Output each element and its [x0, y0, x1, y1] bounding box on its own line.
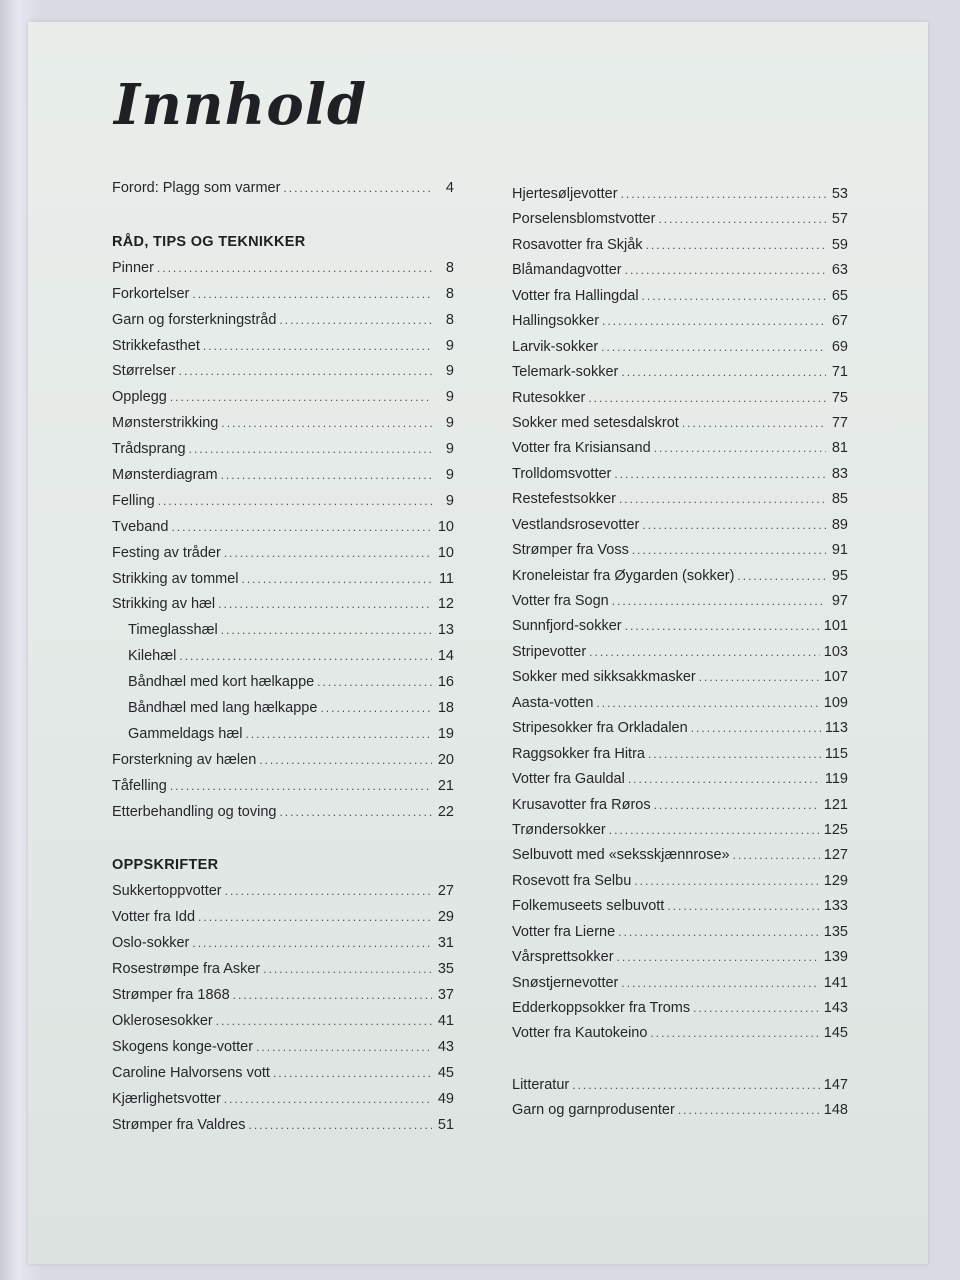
toc-entry-label: Selbuvott med «seksskjænnrose» [512, 847, 730, 864]
toc-entry-label: Aasta-votten [512, 694, 594, 711]
toc-entry-page: 37 [437, 987, 454, 1004]
leader-dots [233, 988, 432, 1002]
leader-dots [625, 619, 820, 633]
toc-entry [112, 545, 454, 571]
toc-entry [512, 542, 848, 567]
leader-dots [263, 962, 432, 976]
leader-dots [628, 772, 821, 786]
toc-entry [112, 1117, 454, 1143]
toc-entry [112, 1091, 454, 1117]
toc-entry-label: Votter fra Kautokeino [512, 1025, 648, 1042]
leader-dots [682, 416, 826, 430]
section-heading-techniques: RÅD, TIPS OG TEKNIKKER [112, 233, 306, 250]
toc-entry-label: Oslo-sokker [112, 935, 190, 952]
toc-entry [512, 720, 848, 745]
toc-entry-page: 19 [437, 725, 454, 742]
toc-entry-page: 10 [437, 544, 454, 561]
toc-entry-page: 21 [437, 777, 454, 794]
toc-entry [112, 752, 454, 778]
leader-dots [654, 798, 820, 812]
toc-entry-label: Etterbehandling og toving [112, 803, 277, 820]
toc-entry-label: Stripesokker fra Orkladalen [512, 720, 688, 737]
leader-dots [658, 212, 826, 226]
toc-entry-page: 147 [823, 1076, 848, 1093]
toc-entry-page: 8 [445, 259, 454, 276]
toc-entry [512, 415, 848, 440]
toc-entry-label: Porselensblomstvotter [512, 211, 656, 228]
leader-dots [179, 364, 432, 378]
leader-dots [618, 925, 820, 939]
toc-entry-label: Votter fra Krisiansand [512, 440, 651, 457]
toc-entry-label: Tveband [112, 518, 169, 535]
leader-dots [667, 899, 819, 913]
toc-entry [112, 726, 454, 752]
leader-dots [693, 1001, 820, 1015]
leader-dots [170, 779, 432, 793]
toc-entry [512, 797, 848, 822]
toc-entry-page: 9 [445, 337, 454, 354]
toc-entry-page: 41 [437, 1012, 454, 1029]
toc-entry-page: 129 [823, 872, 848, 889]
toc-entry [112, 493, 454, 519]
toc-entry-label: Votter fra Idd [112, 909, 196, 926]
toc-entry [512, 517, 848, 542]
toc-entry [112, 1039, 454, 1065]
leader-dots [259, 753, 432, 767]
toc-entry [112, 1065, 454, 1091]
toc-entry-page: 91 [831, 542, 848, 559]
toc-entry-label: Mønsterstrikking [112, 415, 219, 432]
toc-entry [112, 596, 454, 622]
leader-dots [192, 287, 432, 301]
toc-entry-label: Festing av tråder [112, 544, 221, 561]
toc-entry-page: 95 [831, 567, 848, 584]
toc-entry-page: 20 [437, 751, 454, 768]
toc-entry-label: Timeglasshæl [128, 622, 218, 639]
toc-entry-page: 11 [438, 570, 454, 587]
toc-entry-label: Litteratur [512, 1076, 570, 1093]
leader-dots [279, 805, 432, 819]
leader-dots [245, 727, 432, 741]
toc-entry [112, 778, 454, 804]
section-heading-recipes: OPPSKRIFTER [112, 857, 219, 874]
toc-entry-label: Strikkefasthet [112, 337, 200, 354]
toc-entry-foreword [112, 180, 454, 206]
toc-entry [112, 389, 454, 415]
toc-entry-page: 139 [823, 949, 848, 966]
toc-entry-page: 29 [437, 909, 454, 926]
toc-entry-page: 63 [831, 262, 848, 279]
leader-dots [224, 546, 432, 560]
toc-entry-label: Vestlandsrosevotter [512, 516, 640, 533]
toc-entry-label: Tåfelling [112, 777, 167, 794]
toc-entry [512, 186, 848, 211]
toc-entry-label: Størrelser [112, 363, 176, 380]
leader-dots [737, 569, 826, 583]
toc-entry-label: Strømper fra Valdres [112, 1116, 246, 1133]
toc-entry [512, 924, 848, 949]
toc-list-techniques [112, 260, 454, 830]
toc-entry [512, 1102, 848, 1127]
toc-entry [512, 644, 848, 669]
toc-entry-page: 16 [437, 674, 454, 691]
toc-entry-label: Garn og garnprodusenter [512, 1102, 675, 1119]
leader-dots [601, 340, 826, 354]
leader-dots [157, 261, 432, 275]
toc-entry-label: Forord: Plagg som varmer [112, 180, 281, 196]
toc-entry [512, 618, 848, 643]
toc-entry-page: 53 [831, 186, 848, 202]
toc-entry [512, 262, 848, 287]
toc-entry [512, 1077, 848, 1102]
toc-entry-page: 109 [823, 694, 848, 711]
leader-dots [273, 1066, 432, 1080]
leader-dots [621, 976, 819, 990]
toc-entry-label: Vårsprettsokker [512, 949, 614, 966]
toc-entry-page: 8 [445, 285, 454, 302]
toc-entry-label: Strømper fra 1868 [112, 987, 230, 1004]
toc-entry-page: 59 [831, 236, 848, 253]
leader-dots [614, 467, 826, 481]
toc-entry [512, 466, 848, 491]
toc-entry [512, 364, 848, 389]
toc-entry-page: 135 [823, 923, 848, 940]
toc-entry-label: Forsterkning av hælen [112, 751, 257, 768]
toc-left-column [112, 180, 454, 1142]
toc-entry-page: 10 [437, 518, 454, 535]
toc-entry-page: 107 [823, 669, 848, 686]
leader-dots [170, 390, 432, 404]
toc-entry-page: 22 [437, 803, 454, 820]
toc-entry-page: 103 [823, 643, 848, 660]
toc-entry-label: Votter fra Hallingdal [512, 287, 639, 304]
toc-entry-label: Strikking av tommel [112, 570, 239, 587]
page-title: Innhold [114, 72, 368, 138]
toc-entry-page: 125 [823, 821, 848, 838]
toc-entry [512, 491, 848, 516]
toc-entry-label: Hallingsokker [512, 313, 600, 330]
toc-entry-page: 121 [823, 796, 848, 813]
toc-entry-page: 89 [831, 516, 848, 533]
toc-entry [112, 622, 454, 648]
toc-entry-label: Kroneleistar fra Øygarden (sokker) [512, 567, 735, 584]
toc-entry-page: 133 [823, 898, 848, 915]
toc-entry-page: 148 [823, 1102, 848, 1119]
leader-dots [216, 1014, 432, 1028]
leader-dots [634, 874, 820, 888]
toc-entry-label: Votter fra Sogn [512, 593, 609, 609]
toc-entry [112, 312, 454, 338]
toc-entry-label: Folkemuseets selbuvott [512, 898, 665, 915]
toc-entry [512, 568, 848, 593]
toc-entry [512, 822, 848, 847]
toc-entry [512, 1000, 848, 1025]
toc-entry-label: Rosavotter fra Skjåk [512, 236, 643, 253]
leader-dots [646, 238, 826, 252]
leader-dots [256, 1040, 432, 1054]
leader-dots [691, 721, 821, 735]
toc-entry-page: 75 [831, 389, 848, 406]
leader-dots [242, 572, 432, 586]
toc-entry-label: Kjærlighetsvotter [112, 1090, 221, 1107]
toc-entry-label: Kilehæl [128, 648, 177, 665]
toc-entry-page: 57 [831, 211, 848, 228]
toc-entry-page: 119 [824, 771, 848, 788]
toc-entry [512, 746, 848, 771]
toc-entry [112, 935, 454, 961]
toc-entry [112, 363, 454, 389]
toc-entry-label: Garn og forsterkningstråd [112, 311, 277, 328]
leader-dots [189, 442, 432, 456]
toc-entry-page: 113 [824, 720, 848, 737]
toc-entry-page: 9 [445, 492, 454, 509]
leader-dots [221, 416, 432, 430]
toc-entry-page: 69 [831, 338, 848, 355]
leader-dots [642, 289, 826, 303]
toc-entry-page: 13 [437, 622, 454, 639]
toc-entry [112, 700, 454, 726]
toc-entry [512, 669, 848, 694]
toc-entry-page: 9 [445, 363, 454, 380]
leader-dots [625, 263, 826, 277]
toc-entry-page: 97 [831, 593, 848, 609]
toc-entry-label: Votter fra Gauldal [512, 771, 625, 788]
toc-entry [112, 467, 454, 493]
toc-entry [512, 237, 848, 262]
leader-dots [632, 543, 826, 557]
leader-dots [612, 594, 826, 608]
leader-dots [224, 1092, 432, 1106]
toc-entry [112, 909, 454, 935]
toc-entry-page: 31 [437, 935, 454, 952]
toc-entry-label: Oklerosesokker [112, 1012, 213, 1029]
leader-dots [158, 494, 432, 508]
toc-entry-label: Trådsprang [112, 441, 186, 458]
toc-entry-page: 85 [831, 491, 848, 508]
spacer [112, 829, 454, 855]
toc-entry-label: Skogens konge-votter [112, 1038, 254, 1055]
toc-entry-label: Strømper fra Voss [512, 542, 629, 559]
leader-dots [221, 623, 432, 637]
toc-list-back-matter [512, 1077, 848, 1128]
toc-entry-label: Gammeldags hæl [128, 725, 243, 742]
toc-entry-page: 51 [437, 1116, 454, 1133]
leader-dots [192, 936, 432, 950]
leader-dots [596, 696, 819, 710]
leader-dots [609, 823, 820, 837]
toc-entry-label: Trøndersokker [512, 821, 606, 838]
toc-entry-label: Rosevott fra Selbu [512, 872, 632, 889]
toc-entry [512, 873, 848, 898]
toc-entry-page: 127 [823, 847, 848, 864]
toc-entry [112, 1013, 454, 1039]
toc-entry-page: 143 [823, 1000, 848, 1016]
toc-entry [512, 695, 848, 720]
leader-dots [617, 950, 820, 964]
leader-dots [249, 1118, 433, 1132]
leader-dots [733, 848, 820, 862]
toc-entry-label: Sokker med sikksakkmasker [512, 669, 696, 686]
leader-dots [279, 313, 432, 327]
leader-dots [572, 1078, 820, 1092]
leader-dots [642, 518, 826, 532]
toc-entry [112, 883, 454, 909]
toc-list-recipes [112, 883, 454, 1142]
toc-entry-page: 77 [831, 414, 848, 431]
toc-entry-label: Forkortelser [112, 285, 190, 302]
toc-entry-page: 141 [823, 974, 848, 991]
toc-entry-label: Edderkoppsokker fra Troms [512, 1000, 691, 1016]
toc-entry-page: 101 [823, 618, 848, 635]
toc-entry [512, 847, 848, 872]
toc-entry-page: 9 [445, 467, 454, 484]
leader-dots [678, 1103, 820, 1117]
toc-entry [112, 804, 454, 830]
toc-entry [512, 211, 848, 236]
toc-entry-label: Strikking av hæl [112, 596, 216, 613]
leader-dots [621, 365, 826, 379]
toc-entry [512, 771, 848, 796]
toc-entry-label: Stripevotter [512, 643, 587, 660]
toc-entry [512, 593, 848, 618]
toc-entry-label: Felling [112, 492, 155, 509]
toc-entry [112, 961, 454, 987]
leader-dots [699, 670, 820, 684]
toc-entry [512, 339, 848, 364]
toc-entry [112, 674, 454, 700]
toc-entry-page: 65 [831, 287, 848, 304]
spacer [112, 206, 454, 232]
toc-entry-label: Mønsterdiagram [112, 467, 218, 484]
leader-dots [171, 520, 432, 534]
toc-entry-page: 27 [437, 883, 454, 900]
leader-dots [198, 910, 432, 924]
leader-dots [203, 339, 432, 353]
toc-entry-page: 145 [823, 1025, 848, 1042]
toc-entry [112, 571, 454, 597]
toc-entry-page: 4 [445, 180, 454, 196]
toc-entry [112, 519, 454, 545]
leader-dots [619, 492, 826, 506]
toc-entry-label: Båndhæl med lang hælkappe [128, 700, 318, 717]
leader-dots [648, 747, 821, 761]
toc-entry-page: 14 [437, 648, 454, 665]
toc-entry-page: 8 [445, 311, 454, 328]
toc-entry-label: Sunnfjord-sokker [512, 618, 622, 635]
toc-entry-page: 71 [831, 364, 848, 381]
toc-entry-label: Krusavotter fra Røros [512, 796, 651, 813]
leader-dots [221, 468, 432, 482]
toc-entry-label: Rosestrømpe fra Asker [112, 961, 261, 978]
toc-entry-label: Restefestsokker [512, 491, 616, 508]
toc-entry [512, 898, 848, 923]
toc-entry [512, 313, 848, 338]
toc-entry-page: 81 [831, 440, 848, 457]
toc-entry-label: Båndhæl med kort hælkappe [128, 674, 315, 691]
toc-entry [112, 415, 454, 441]
toc-entry-label: Hjertesøljevotter [512, 186, 618, 202]
toc-entry-label: Telemark-sokker [512, 364, 619, 381]
spacer [512, 1051, 848, 1077]
toc-entry [512, 975, 848, 1000]
toc-entry-label: Pinner [112, 259, 154, 276]
toc-entry-label: Larvik-sokker [512, 338, 599, 355]
leader-dots [320, 701, 432, 715]
toc-entry [512, 288, 848, 313]
toc-entry [512, 1025, 848, 1050]
toc-entry-label: Trolldomsvotter [512, 465, 612, 482]
leader-dots [654, 441, 826, 455]
toc-entry-label: Snøstjernevotter [512, 974, 619, 991]
leader-dots [179, 649, 432, 663]
toc-list-recipes-continued [512, 186, 848, 1051]
toc-entry-label: Sokker med setesdalskrot [512, 414, 679, 431]
toc-entry-label: Opplegg [112, 389, 167, 406]
toc-entry-page: 9 [445, 389, 454, 406]
toc-entry [512, 949, 848, 974]
toc-entry-label: Blåmandagvotter [512, 262, 622, 279]
toc-entry-page: 12 [437, 596, 454, 613]
toc-entry-label: Sukkertoppvotter [112, 883, 222, 900]
toc-entry [512, 390, 848, 415]
toc-entry [112, 441, 454, 467]
leader-dots [317, 675, 432, 689]
toc-entry-page: 115 [824, 745, 848, 762]
toc-entry-page: 43 [437, 1038, 454, 1055]
toc-entry-page: 9 [445, 415, 454, 432]
toc-entry [112, 260, 454, 286]
toc-entry-page: 83 [831, 465, 848, 482]
leader-dots [283, 181, 432, 195]
toc-entry-page: 49 [437, 1090, 454, 1107]
toc-entry-page: 67 [831, 313, 848, 330]
leader-dots [621, 187, 826, 201]
toc-entry [512, 440, 848, 465]
leader-dots [602, 314, 826, 328]
leader-dots [589, 645, 820, 659]
toc-entry-page: 18 [437, 700, 454, 717]
toc-entry [112, 987, 454, 1013]
toc-entry [112, 648, 454, 674]
toc-entry [112, 286, 454, 312]
toc-entry-page: 35 [437, 961, 454, 978]
toc-entry-page: 45 [437, 1064, 454, 1081]
toc-entry-label: Rutesokker [512, 389, 586, 406]
toc-right-column [512, 186, 848, 1128]
leader-dots [225, 884, 432, 898]
leader-dots [218, 597, 432, 611]
toc-entry [112, 338, 454, 364]
toc-entry-page: 9 [445, 441, 454, 458]
toc-entry-label: Votter fra Lierne [512, 923, 616, 940]
toc-entry-label: Raggsokker fra Hitra [512, 745, 645, 762]
toc-entry-label: Caroline Halvorsens vott [112, 1064, 270, 1081]
leader-dots [650, 1026, 819, 1040]
leader-dots [588, 391, 826, 405]
